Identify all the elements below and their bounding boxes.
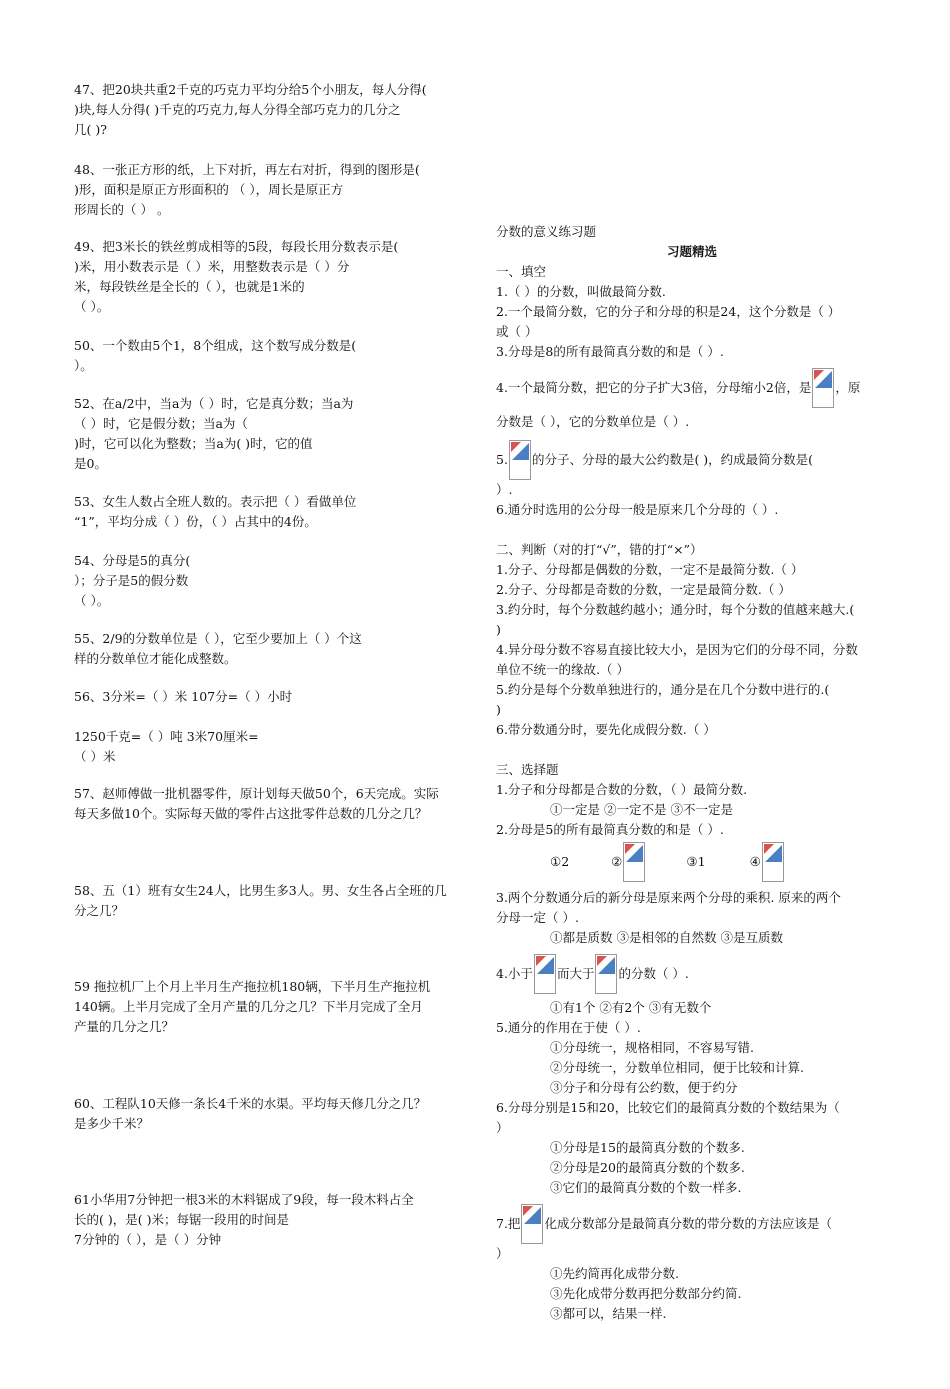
question-line: )时，它可以化为整数；当a为( )时，它的值 [74,436,313,451]
worksheet-subtitle: 习题精选 [666,244,717,259]
choice-question-7 [496,1204,888,1244]
choice-options: ①有1个 ②有2个 ③有无数个 [550,1000,712,1015]
choice-question: 3.两个分数通分后的新分母是原来两个分母的乘积. 原来的两个 [496,890,841,905]
question-line: 1250千克=（ ）吨 3米70厘米= [74,729,259,744]
fraction-image-icon [509,440,531,480]
question-line: （ ）。 [74,299,110,314]
question-line: 样的分数单位才能化成整数。 [74,651,237,666]
question-line: 50、一个数由5个1，8个组成，这个数写成分数是( [74,338,357,353]
question-line: （ ）时，它是假分数；当a为（ [74,416,248,431]
fill-question: 6.通分时选用的公分母一般是原来几个分母的（ ）. [496,502,779,517]
question-line: 是0。 [74,456,107,471]
fill-question: ）. [496,482,513,497]
question-59 [74,977,430,1037]
question-52 [74,394,353,474]
text: ，原 [835,380,861,395]
fraction-image-icon [595,954,617,994]
choice-question: 2.分母是5的所有最简真分数的和是（ ）. [496,822,724,837]
question-line: 米，每段铁丝是全长的（ ），也就是1米的 [74,279,305,294]
section-heading: 三、选择题 [496,762,559,777]
question-line: )块,每人分得( )千克的巧克力,每人分得全部巧克力的几分之 [74,102,401,117]
question-line: 每天多做10个。实际每天做的零件占这批零件总数的几分之几？ [74,806,428,821]
choice-option: ③先化成带分数再把分数部分约简. [550,1286,742,1301]
fill-question-5 [496,440,888,480]
option: ③1 [686,854,706,869]
choice-question-4 [496,954,888,994]
choice-question: 6.分母分别是15和20，比较它们的最简真分数的个数结果为（ [496,1100,840,1115]
choice-option: ③分子和分母有公约数，便于约分 [550,1080,738,1095]
question-line: （ ）米 [74,749,116,764]
question-line: 7分钟的（ ），是（ ）分钟 [74,1232,222,1247]
choice-option: ①分母统一，规格相同，不容易写错. [550,1040,754,1055]
fill-question: 1.（ ）的分数，叫做最简分数. [496,284,666,299]
question-line: ）。 [74,358,93,373]
fraction-image-icon [812,368,834,408]
question-54 [74,551,190,611]
question-line: 52、在a/2中，当a为（ ）时，它是真分数；当a为 [74,396,354,411]
question-line: 60、工程队10天修一条长4千米的水渠。平均每天修几分之几？ [74,1096,427,1111]
question-line: )形，面积是原正方形面积的 （ ），周长是原正方 [74,182,344,197]
right-column [496,222,888,1324]
judge-question: 6.带分数通分时，要先化成假分数.（ ） [496,722,716,737]
question-line: “1”，平均分成（ ）份，（ ）占其中的4份。 [74,514,317,529]
worksheet-title: 分数的意义练习题 [496,224,597,239]
question-56 [74,687,292,767]
text: 4.小于 [496,966,533,981]
question-line: 49、把3米长的铁丝剪成相等的5段，每段长用分数表示是( [74,239,399,254]
text: 的分数（ ）. [618,966,689,981]
question-line: 61小华用7分钟把一根3米的木料锯成了9段，每一段木料占全 [74,1192,414,1207]
question-line: )米，用小数表示是（ ）米，用整数表示是（ ）分 [74,259,350,274]
question-line: 形周长的（ ） 。 [74,202,170,217]
question-line: 55、2/9的分数单位是（ ），它至少要加上（ ）个这 [74,631,362,646]
text: 7.把 [496,1216,521,1231]
question-55 [74,629,362,669]
fraction-image-icon [534,954,556,994]
choice-option: ③它们的最简真分数的个数一样多. [550,1180,742,1195]
question-line: （ ）。 [74,593,110,608]
option: ② [611,854,623,869]
question-60 [74,1094,426,1134]
question-47 [74,80,427,140]
question-line: 分之几？ [74,903,125,918]
fraction-image-icon [623,842,645,882]
judge-question: 4.异分母分数不容易直接比较大小，是因为它们的分母不同，分数 [496,642,858,657]
question-line: 长的( )，是( )米；每锯一段用的时间是 [74,1212,289,1227]
question-line: 56、3分米=（ ）米 107分=（ ）小时 [74,689,293,704]
section-heading: 二、判断（对的打“√”，错的打“×”） [496,542,703,557]
question-line: 48、一张正方形的纸，上下对折，再左右对折，得到的图形是( [74,162,420,177]
fraction-image-icon [762,842,784,882]
text: 5. [496,452,508,467]
question-line: 54、分母是5的真分( [74,553,191,568]
question-line: 53、女生人数占全班人数的。表示把（ ）看做单位 [74,494,357,509]
question-line: 57、赵师傅做一批机器零件，原计划每天做50个，6天完成。实际 [74,786,439,801]
question-line: 是多少千米？ [74,1116,150,1131]
judge-question: 单位不统一的缘故.（ ） [496,662,629,677]
choice-option: ①分母是15的最简真分数的个数多. [550,1140,745,1155]
question-61 [74,1190,414,1250]
text: 而大于 [556,966,595,981]
choice-question: 5.通分的作用在于使（ ）. [496,1020,641,1035]
judge-question: ) [496,702,501,717]
choice-options: ①都是质数 ③是相邻的自然数 ③是互质数 [550,930,783,945]
question-line: 产量的几分之几？ [74,1019,175,1034]
question-line: 47、把20块共重2千克的巧克力平均分给5个小朋友，每人分得( [74,82,427,97]
judge-question: 5.约分是每个分数单独进行的，通分是在几个分数中进行的.( [496,682,830,697]
question-48 [74,160,420,220]
choice-question: 分母一定（ ）. [496,910,579,925]
choice-options-2 [496,842,888,882]
choice-question: 1.分子和分母都是合数的分数，（ ）最简分数. [496,782,748,797]
question-49 [74,237,398,317]
question-line: ）；分子是5的假分数 [74,573,189,588]
choice-question: ） [496,1120,509,1135]
question-line: 58、五（1）班有女生24人，比男生多3人。男、女生各占全班的几 [74,883,447,898]
question-57 [74,784,439,824]
text: 的分子、分母的最大公约数是( )，约成最简分数是( [531,452,814,467]
question-53 [74,492,356,532]
judge-question: 1.分子、分母都是偶数的分数，一定不是最简分数.（ ） [496,562,804,577]
choice-question: ） [496,1246,509,1261]
text: 4.一个最简分数，把它的分子扩大3倍，分母缩小2倍，是 [496,380,812,395]
judge-question: 3.约分时，每个分数越约越小；通分时，每个分数的值越来越大.( [496,602,855,617]
fill-question: 3.分母是8的所有最简真分数的和是（ ）. [496,344,724,359]
text: 化成分数部分是最简真分数的带分数的方法应该是（ [544,1216,832,1231]
option: ①2 [550,854,570,869]
fill-question: 分数是（ ），它的分数单位是（ ）. [496,414,690,429]
question-line: 140辆。上半月完成了全月产量的几分之几？下半月完成了全月 [74,999,423,1014]
question-58 [74,881,447,921]
choice-option: ②分母统一，分数单位相同，便于比较和计算. [550,1060,804,1075]
choice-option: ③都可以，结果一样. [550,1306,667,1321]
question-line: 几( )? [74,122,107,137]
fill-question: 或（ ） [496,324,538,339]
question-line [74,707,292,727]
judge-question: 2.分子、分母都是奇数的分数，一定是最简分数.（ ） [496,582,791,597]
choice-options: ①一定是 ②一定不是 ③不一定是 [550,802,733,817]
section-heading: 一、填空 [496,264,547,279]
judge-question: ) [496,622,501,637]
question-50 [74,336,356,376]
choice-option: ②分母是20的最简真分数的个数多. [550,1160,745,1175]
option: ④ [749,854,761,869]
choice-option: ①先约简再化成带分数. [550,1266,679,1281]
fraction-image-icon [521,1204,543,1244]
fill-question: 2.一个最简分数，它的分子和分母的积是24，这个分数是（ ） [496,304,841,319]
fill-question-4 [496,368,888,408]
question-line: 59 拖拉机厂上个月上半月生产拖拉机180辆，下半月生产拖拉机 [74,979,431,994]
